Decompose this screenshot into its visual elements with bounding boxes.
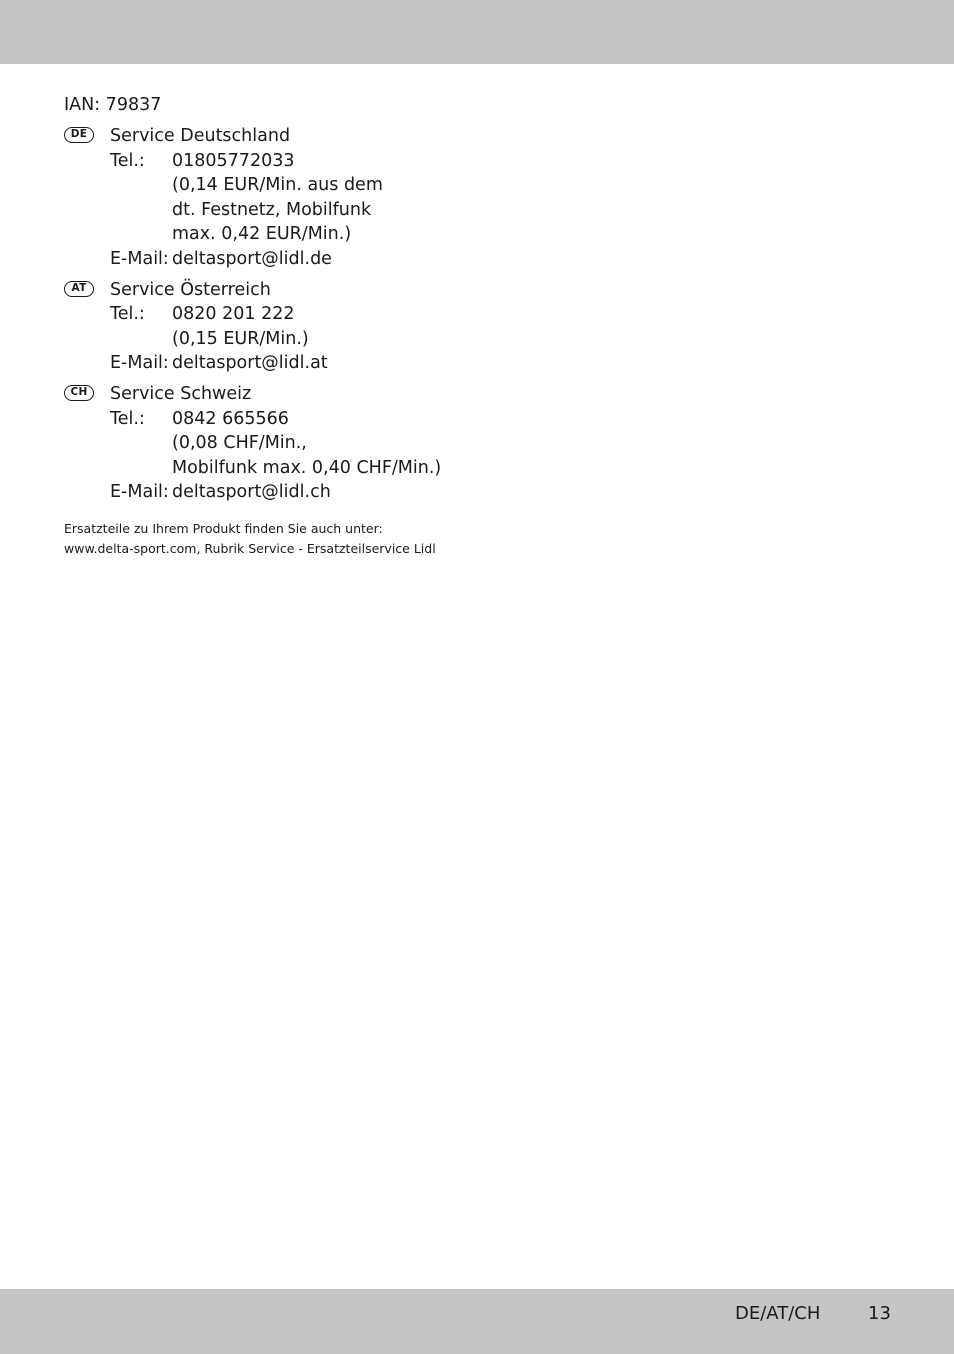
spare-parts-note: [64, 519, 664, 559]
email-label: E-Mail:: [110, 248, 169, 269]
tel-row: [110, 302, 664, 327]
tel-number: 01805772033: [172, 150, 295, 171]
ch-flag-badge: CH: [64, 385, 94, 401]
tel-note: (0,08 CHF/Min.,: [172, 433, 307, 454]
email-label: E-Mail:: [110, 353, 169, 374]
spare-parts-link: www.delta-sport.com, Rubrik Service - Ersatzteilservice Lidl: [64, 540, 436, 556]
tel-number: 0842 665566: [172, 408, 289, 429]
tel-number: 0820 201 222: [172, 304, 295, 325]
service-block-ch: [64, 382, 664, 505]
email-label: E-Mail:: [110, 482, 169, 503]
tel-label: Tel.:: [110, 408, 145, 429]
service-block-de: [64, 124, 664, 272]
tel-note: max. 0,42 EUR/Min.): [172, 224, 352, 245]
email-row: [110, 351, 664, 376]
tel-note: (0,14 EUR/Min. aus dem: [172, 175, 383, 196]
email-row: [110, 247, 664, 272]
email-address: deltasport@lidl.de: [172, 248, 332, 269]
tel-note: (0,15 EUR/Min.): [172, 328, 309, 349]
tel-note: dt. Festnetz, Mobilfunk: [172, 199, 372, 220]
ian-number: IAN: 79837: [64, 95, 162, 115]
email-row: [110, 480, 664, 505]
service-content: [64, 93, 664, 559]
service-title: Service Deutschland: [110, 126, 291, 146]
tel-label: Tel.:: [110, 304, 145, 325]
email-address: deltasport@lidl.ch: [172, 482, 331, 503]
service-block-at: [64, 278, 664, 376]
service-title: Service Österreich: [110, 279, 271, 300]
tel-note: Mobilfunk max. 0,40 CHF/Min.): [172, 457, 442, 478]
at-flag-badge: AT: [64, 281, 94, 297]
tel-label: Tel.:: [110, 150, 145, 171]
header-band: [0, 0, 954, 64]
de-flag-badge: DE: [64, 127, 94, 143]
spare-parts-line: Ersatzteile zu Ihrem Produkt finden Sie auch unter:: [64, 520, 383, 536]
page-number: 13: [868, 1303, 891, 1324]
footer-region-label: DE/AT/CH: [735, 1303, 821, 1324]
tel-row: [110, 407, 664, 432]
tel-row: [110, 149, 664, 174]
email-address: deltasport@lidl.at: [172, 353, 328, 374]
service-title: Service Schweiz: [110, 383, 252, 404]
